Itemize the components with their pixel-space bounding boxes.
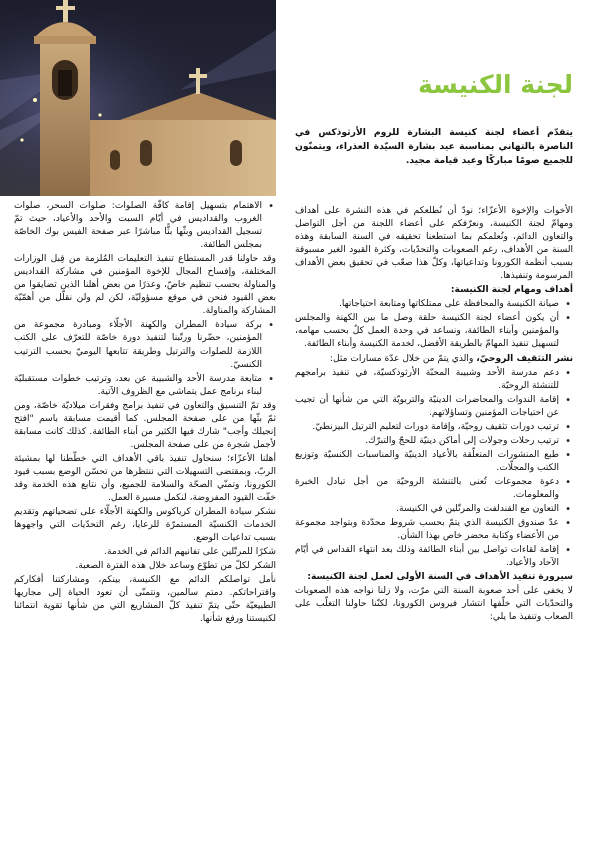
page-title: لجنة الكنيسة (418, 70, 573, 99)
list-item: • إقامة لقاءات تواصل بين أبناء الطائفة وذلك بعد انتهاء القداس في أيّام الآحاد والأعياد. (295, 544, 559, 570)
list-item: • بركة سيادة المطران والكهنة الأجلّاء ومبادرة مجموعة من المؤمنين، حضّرنا ورتّبنا لتنفيذ دورة خاصّة للتعرّف على الكتب اللازمة للصلوات والترتيل وطريقة تتابعها اليوميّ بحسب الترتيب الكنسيّ. (14, 319, 262, 371)
spiritual-heading (295, 353, 573, 366)
paragraph: وقد تمّ التنسيق والتعاون في تنفيذ برامج وفقرات ميلاديّة خاصّة، ومن ثمّ بثّها من على صفحة المجلس. كما أقيمت مسابقة باسم "افتح إنجيلك وأجب" شارك فيها الكثير من أبناء الطائفة. كذلك كانت مسابقة لأجمل شجرة من على صفحة المجلس. (14, 400, 276, 450)
list-item: • طبع المنشورات المتعلّقة بالأعياد الدينيّة والمناسبات الكنسيّة وتوزيع الكتب والمجلّات. (295, 449, 559, 475)
intro-paragraph: يتقدّم أعضاء لجنة كنيسة البشارة للروم الأرثوذكس في الناصرة بالتهاني بمناسبة عيد بشارة السيّدة العذراء، ويتمنّون للجميع صومًا مباركًا وعيد قيامة مجيد. (295, 127, 573, 166)
paragraph: وقد حاولنا قدر المستطاع تنفيذ التعليمات المُلزمة من قِبل الوزارات المختلفة، وإفساح المجال للإخوة المؤمنين في مشاركة القداديس والمناولة بحسب تنظيم خاصّ، وعذرًا من بعض أهلنا الذين تضايقوا من بعض القيود فنحن في موقع مسؤوليّة، لكن لم ولن نقلّل من أهمّيّة المشاركة والمناولة. (14, 254, 276, 317)
closing-paragraph: نأمل تواصلكم الدائم مع الكنيسة، بينكم، ومشاركتنا أفكاركم واقتراحاتكم. دمتم سالمين، ونتمنّى أن تعود الحياة إلى مجاريها الطبيعيّة حتّى يتمّ تنفيذ كلّ المشاريع التي من شأنها تقوية انتمائنا لكنيستنا ورفع شأنها. (14, 575, 276, 625)
spiritual-heading-rest: والذي يتمّ من خلال عدّة مسارات مثل: (329, 353, 477, 364)
list-item: • التعاون مع القندلفت والمرتّلين في الكنيسة. (295, 503, 559, 516)
list-item: • دعم مدرسة الأحد وشبيبة المحبّة الأرثوذكسيّة، في تنفيذ برامجهم للتنشئة الروحيّة. (295, 367, 559, 393)
list-item: • متابعة مدرسة الأحد والشبيبة عن بعد، وترتيب خطوات مستقبليّة لبناء برنامج عمل يتماشى مع الظروف الآتية. (14, 373, 262, 399)
paragraph: أهلنا الأعزّاء؛ سنحاول تنفيذ باقي الأهداف التي خطّطنا لها بمشيئة الربّ، وبمقتضى التسهيلات التي ننتظرها من تحسّن الوضع بسبب قيود الكورونا، وتمنّي الصحّة والسلامة للجميع، وأن نتابع هذه الخدمة وقد خفّت القيود المفروضة، لنكمل مسيرة العمل. (14, 453, 276, 504)
list-item: • عدّ صندوق الكنيسة الذي يتمّ بحسب شروط محدّدة وبتواجد مجموعة من الأعضاء وكتابة محضر خاص بهذا الشأن. (295, 517, 559, 543)
spiritual-list (295, 367, 573, 571)
list-item: • دعوة مجموعات تُعنى بالتنشئة الروحيّة من أجل تبادل الخبرة والمعلومات. (295, 476, 559, 502)
list-item: • صيانة الكنيسة والمحافظة على ممتلكاتها ومتابعة احتياجاتها. (295, 298, 559, 311)
left-column (14, 200, 276, 628)
tasks-list (295, 298, 573, 351)
paragraph: شكرًا للمرتّلين على تفانيهم الدائم في الخدمة. (104, 547, 276, 558)
right-column (295, 205, 573, 625)
opening-paragraph: الأخوات والإخوة الأعزّاء؛ نودّ أن نُطلعكم في هذه النشرة على أهداف ومهامّ لجنة الكنيسة، ونعرّفكم على أعضاء اللجنة من أجل التواصل والتعاون الدائم، ونُعلمكم بما استطعنا تحقيقه في السنة السابقة وهذه السنة من الأهداف، رغم الصعوبات والتحدّيات، وكثرة القيود الغير مسبوقة بسبب أنظمة الكورونا وتداعياتها، وكلّ هذا صعّب في تحقيق بعض الأهداف المرسومة وتنفيذها. (295, 206, 573, 282)
achievements-list-1 (14, 200, 276, 252)
list-item: • ترتيب دورات تثقيف روحيّة، وإقامة دورات لتعليم الترتيل البيزنطيّ. (295, 421, 559, 434)
list-item: • الاهتمام بتسهيل إقامة كافّة الصلوات: صلوات السحر، صلوات الغروب والقداديس في أيّام السبت والأحد والأعياد، حيث تمّ تسجيل القداديس وبثّها بثًّا مباشرًا عبر صفحة الفيس بوك الخاصّة بمجلس الطائفة. (14, 200, 262, 252)
achievements-list-2 (14, 319, 276, 398)
progress-heading: سيرورة تنفيذ الأهداف في السنة الأولى لعمل لجنة الكنيسة: (307, 572, 573, 583)
church-bell-tower-photo (0, 0, 276, 196)
list-item: • إقامة الندوات والمحاضرات الدينيّة والتربويّة التي من شأنها أن تجيب عن احتياجات المؤمنين وتساؤلاتهم. (295, 394, 559, 420)
goals-heading: أهداف ومهام لجنة الكنيسة: (450, 285, 573, 296)
paragraph: الشكر لكلّ من تطوّع وساعد خلال هذه الفترة الصعبة. (75, 561, 276, 572)
list-item: • أن يكون أعضاء لجنة الكنيسة حلقة وصل ما بين الكهنة والمجلس والمؤمنين وأبناء الطائفة، ونساعد في وحدة العمل كلٌ بحسب مهامه، لتسهيل تنفيذ المهامّ بالطريقة الأفضل، لخدمة الكنيسة وأبناء الطائفة. (295, 312, 559, 351)
progress-paragraph: لا يخفى على أحد صعوبة السنة التي مرّت، ولا زلنا نواجه هذه الصعوبات والتحدّيات التي خلّفها انتشار فيروس الكورونا، لكنّنا حاولنا التغلّب على الصعاب وتنفيذ ما يلي: (295, 586, 573, 623)
spiritual-heading-bold: نشر التثقيف الروحيّ، (476, 353, 573, 364)
paragraph: نشكر سيادة المطران كرياكوس والكهنة الأجلّاء على تضحياتهم وتقديم الخدمات الكنسيّة المستمرّة للرعايا، رغم التحدّيات التي واجهوها بسبب تداعيات الوضع. (14, 507, 276, 544)
list-item: • ترتيب رحلات وجولات إلى أماكن دينيّة للحجّ والتبرّك. (295, 435, 559, 448)
